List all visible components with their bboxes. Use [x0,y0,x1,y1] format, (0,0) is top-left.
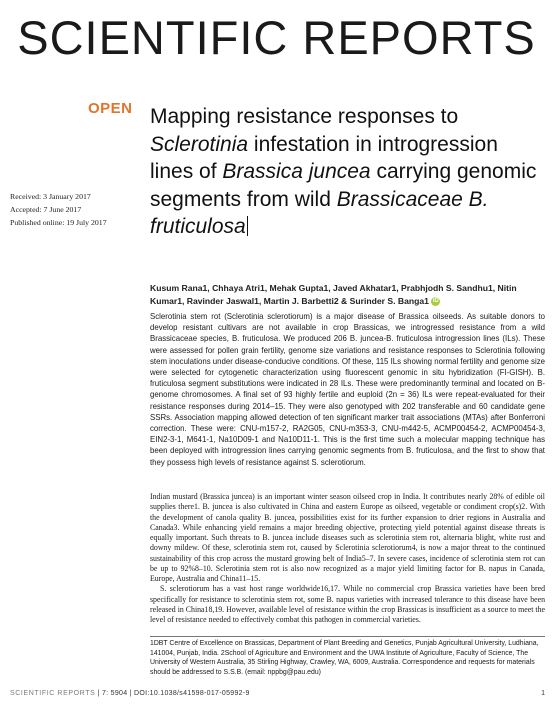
main-text [150,492,545,625]
logo-o-glyph: O [402,11,440,64]
article-title: Mapping resistance responses to Sclerotinia infestation in introgression lines of Brassica juncea carrying genomic segments from wild Brassicaceae B. fruticulosa [150,105,537,238]
received-date: Received: 3 January 2017 [10,192,91,201]
published-date: Published online: 19 July 2017 [10,218,107,227]
body-paragraph-2: S. sclerotiorum has a vast host range worldwide16,17. While no commercial crop Brassica varieties have been bred specifically for resistance to sclerotinia stem rot, some B. napus varieties with increased tolerance to this disease have been released in China18,19. However, available level of resistance within the crop Brassicas is insufficient as a source to meet the level of resistance needed to effectively combat this pathogen in commercial varieties. [150,584,545,624]
footer-citation: | 7: 5904 | DOI:10.1038/s41598-017-05992-9 [95,690,250,697]
orcid-icon[interactable]: iD [432,298,439,305]
body-paragraph-1: Indian mustard (Brassica juncea) is an important winter season oilseed crop in India. It contributes nearly 28% of edible oil supplies there1. B. juncea is also cultivated in China and eastern Europe as oilseed, vegetable or condiment crop(s)2. With the development of canola quality B. juncea, possibilities exist for its further expansion to drier regions in Australia and Canada3. While enhancing yield remains a major breeding objective, protecting yield potential against disease threats is equally important. Such threats to B. juncea include diseases such as sclerotinia stem rot, alternaria blight, white rust and downy mildew. Of these, sclerotinia stem rot, caused by Sclerotinia sclerotiorum4, is now a major threat to the continued sustainability of this crop across the mustard growing belt of India5–7. In severe cases, incidence of sclerotinia stem rot can be up to 92%8–10. Sclerotinia stem rot is also now recognized as a major yield limiting factor for B. napus in Canada, Europe, Australia and China11–15. [150,492,545,583]
page-number: 1 [541,690,545,697]
open-access-badge: OPEN [88,100,133,117]
authors-text: Kusum Rana1, Chhaya Atri1, Mehak Gupta1, Javed Akhatar1, Prabhjodh S. Sandhu1, Nitin Kumar1, Ravinder Jaswal1, Martin J. Barbetti2 & Surinder S. Banga1 [150,283,517,306]
article-dates [10,190,145,229]
journal-logo: SCIENTIFIC REPORTS [17,11,536,64]
page-footer [10,690,545,697]
affiliation-divider [150,636,545,637]
text-cursor [247,216,248,236]
affiliations: 1DBT Centre of Excellence on Brassicas, Department of Plant Breeding and Genetics, Punjab Agricultural University, Ludhiana, 141004, Punjab, India. 2School of Agriculture and Environment and the UWA Institute of Agriculture, Faculty of Science, The University of Western Australia, 35 Stirling Highway, Crawley, WA, 6009, Australia. Correspondence and requests for materials should be addressed to S.S.B. (email: nppbg@pau.edu) [150,640,539,677]
footer-journal: SCIENTIFIC REPORTS [10,690,96,697]
abstract: Sclerotinia stem rot (Sclerotinia sclerotiorum) is a major disease of Brassica oilseeds. As suitable donors to develop resistant cultivars are not available in crop Brassicas, we introgressed resistance from a wild Brassicaceae species, B. fruticulosa. We produced 206 B. juncea-B. fruticulosa introgression lines (ILs). These were assessed for pollen grain fertility, genome size variations and resistance responses to Sclerotinia following stem inoculations under disease-conducive conditions. Of these, 115 ILs showing normal fertility and genome size were selected for cytogenetic characterization using fluorescent genomic in situ hybridization (FI-GISH). B. fruticulosa segment substitutions were indicated in 28 ILs. These were predominantly terminal and located on B-genome chromosomes. A final set of 93 highly fertile and euploid (2n = 36) ILs were repeat-evaluated for their resistance responses during 2014–15. They were also genotyped with 202 transferable and 60 candidate gene SSRs. Association mapping allowed detection of ten significant marker trait associations (MTAs) after Bonferroni correction. These were: CNU-m157-2, RA2G05, CNU-m353-3, CNU-m442-5, ACMP00454-2, ACMP00454-3, EIN2-3-1, M641-1, Na10D09-1 and Na10D11-1. This is the first time such a molecular mapping technique has been deployed with introgression lines carrying genomic segments from B. fruticulosa, and the first to show that they possess high levels of resistance against S. sclerotiorum. [150,312,545,467]
accepted-date: Accepted: 7 June 2017 [10,205,82,214]
author-list [150,282,545,308]
